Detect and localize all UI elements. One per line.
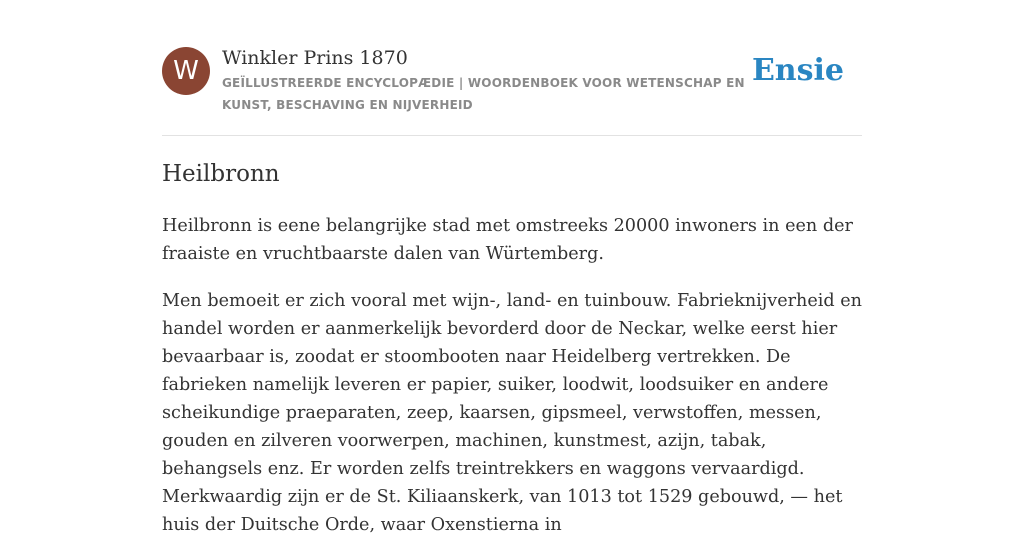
article-paragraph: Heilbronn is eene belangrijke stad met omstreeks 20000 inwoners in een der fraaiste en vruchtbaarste dalen van Würtemberg.: [162, 216, 853, 264]
ensie-logo-link[interactable]: Ensie: [751, 53, 844, 88]
article-title: Heilbronn: [162, 161, 280, 187]
avatar[interactable]: W: [162, 47, 210, 95]
article-body: [162, 212, 862, 558]
header-divider: [162, 135, 862, 136]
header: [162, 46, 862, 136]
article-paragraph: Men bemoeit er zich vooral met wijn-, land- en tuinbouw. Fabrieknijverheid en handel worden er aanmerkelijk bevorderd door de Neckar, welke eerst hier bevaarbaar is, zoodat er stoombooten naar Heidelberg vertrekken. De fabrieken namelijk leveren er papier, suiker, loodwit, loodsuiker en andere scheikundige praeparaten, zeep, kaarsen, gipsmeel, verwstoffen, messen, gouden en zilveren voorwerpen, machinen, kunstmest, azijn, tabak, behangsels enz. Er worden zelfs treintrekkers en waggons vervaardigd. Merkwaardig zijn er de St. Kiliaanskerk, van 1013 tot 1529 gebouwd, — het huis der Duitsche Orde, waar Oxenstierna in: [162, 291, 862, 535]
book-subtitle: GEÏLLUSTREERDE ENCYCLOPÆDIE | WOORDENBOEK VOOR WETENSCHAP EN KUNST, BESCHAVING EN NIJVERHEID: [222, 76, 745, 112]
book-title[interactable]: Winkler Prins 1870: [222, 47, 408, 69]
